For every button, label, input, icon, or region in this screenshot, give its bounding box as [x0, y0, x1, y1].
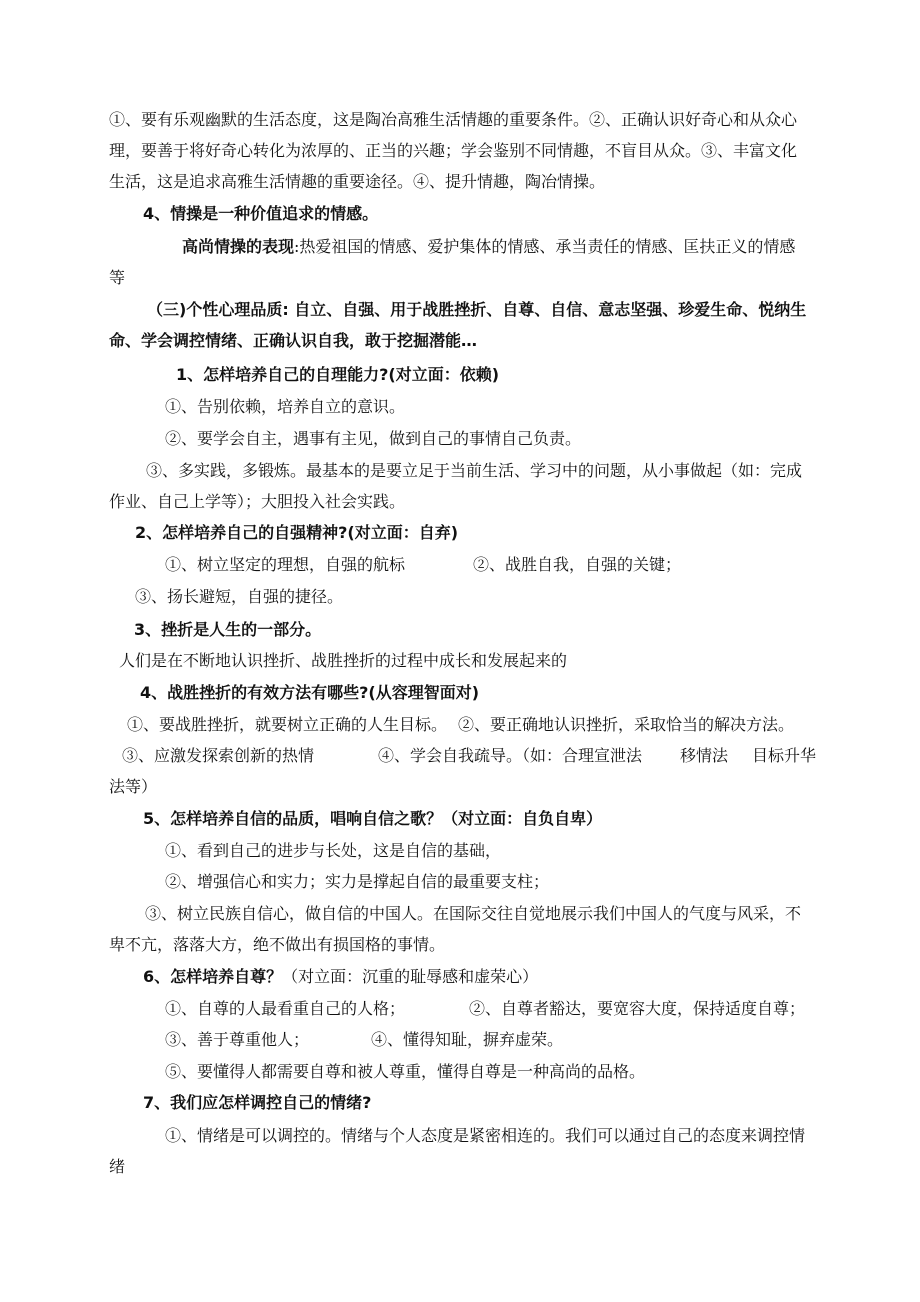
answer-line: ①、告别依赖，培养自立的意识。	[165, 397, 406, 416]
answer-line: ③、应激发探索创新的热情	[122, 746, 315, 765]
answer-line: ③、扬长避短，自强的捷径。	[135, 587, 344, 606]
answer-line: ④、学会自我疏导。（如：合理宣泄法	[378, 746, 643, 765]
section-heading: 4、情操是一种价值追求的情感。	[143, 204, 379, 223]
answer-line: ①、自尊的人最看重自己的人格；	[165, 999, 406, 1018]
paragraph-line: ①、要有乐观幽默的生活态度，这是陶冶高雅生活情趣的重要条件。②、正确认识好奇心和从众心	[109, 110, 798, 129]
answer-line: ②、要正确地认识挫折，采取恰当的解决方法。	[458, 715, 795, 734]
answer-line: 移情法	[680, 746, 729, 765]
answer-line: 卑不亢，落落大方，绝不做出有损国格的事情。	[109, 935, 446, 954]
paragraph-line: 等	[109, 268, 126, 287]
answer-line: ②、战胜自我，自强的关键；	[473, 555, 682, 574]
question-heading: 2、怎样培养自己的自强精神?(对立面：自弃)	[135, 523, 459, 542]
answer-line: ②、要学会自主，遇事有主见，做到自己的事情自己负责。	[165, 429, 582, 448]
paragraph-line: 理，要善于将好奇心转化为浓厚的、正当的兴趣；学会鉴别不同情趣，不盲目从众。③、丰富文化	[109, 141, 798, 160]
answer-line: ⑤、要懂得人都需要自尊和被人尊重，懂得自尊是一种高尚的品格。	[165, 1062, 646, 1081]
question-heading: 3、挫折是人生的一部分。	[134, 620, 322, 639]
answer-line: ④、懂得知耻，摒弃虚荣。	[371, 1030, 564, 1049]
heading-text: 6、怎样培养自尊？	[143, 967, 283, 986]
section-heading: （三)个性心理品质: 自立、自强、用于战胜挫折、自尊、自信、意志坚强、珍爱生命、悦纳生	[147, 300, 807, 319]
answer-line: 目标升华	[752, 746, 817, 765]
bold-label: 高尚情操的表现	[182, 237, 295, 256]
question-heading: 1、怎样培养自己的自理能力?(对立面：依赖)	[176, 365, 500, 384]
answer-line: ②、增强信心和实力；实力是撑起自信的最重要支柱；	[165, 872, 550, 891]
answer-line: ③、树立民族自信心，做自信的中国人。在国际交往自觉地展示我们中国人的气度与风采，不	[145, 904, 802, 923]
answer-line: ①、情绪是可以调控的。情绪与个人态度是紧密相连的。我们可以通过自己的态度来调控情	[165, 1126, 806, 1145]
answer-line: ①、看到自己的进步与长处，这是自信的基础，	[165, 841, 502, 860]
answer-line: ①、要战胜挫折，就要树立正确的人生目标。	[127, 715, 448, 734]
answer-line: 作业、自己上学等）；大胆投入社会实践。	[109, 492, 406, 511]
question-heading: 7、我们应怎样调控自己的情绪?	[143, 1093, 372, 1112]
question-heading	[143, 966, 538, 988]
paragraph-line: 人们是在不断地认识挫折、战胜挫折的过程中成长和发展起来的	[119, 651, 568, 670]
section-heading: 命、学会调控情绪、正确认识自我，敢于挖掘潜能…	[109, 331, 478, 350]
answer-line: ③、多实践，多锻炼。最基本的是要立足于当前生活、学习中的问题，从小事做起（如：完成	[146, 461, 803, 480]
heading-note: （对立面：沉重的耻辱感和虚荣心）	[282, 967, 539, 986]
question-heading: 5、怎样培养自信的品质，唱响自信之歌？（对立面：自负自卑）	[143, 809, 603, 828]
paragraph-line: 生活，这是追求高雅生活情趣的重要途径。④、提升情趣，陶冶情操。	[109, 172, 606, 191]
answer-line: ②、自尊者豁达，要宽容大度，保持适度自尊；	[469, 999, 806, 1018]
answer-line: ③、善于尊重他人；	[165, 1030, 310, 1049]
inline-text: :热爱祖国的情感、爱护集体的情感、承当责任的情感、匡扶正义的情感	[294, 237, 796, 256]
paragraph-line	[182, 236, 795, 258]
question-heading: 4、战胜挫折的有效方法有哪些?(从容理智面对)	[140, 683, 480, 702]
answer-line: ①、树立坚定的理想，自强的航标	[165, 555, 406, 574]
answer-line: 绪	[109, 1157, 126, 1176]
answer-line: 法等）	[109, 777, 158, 796]
